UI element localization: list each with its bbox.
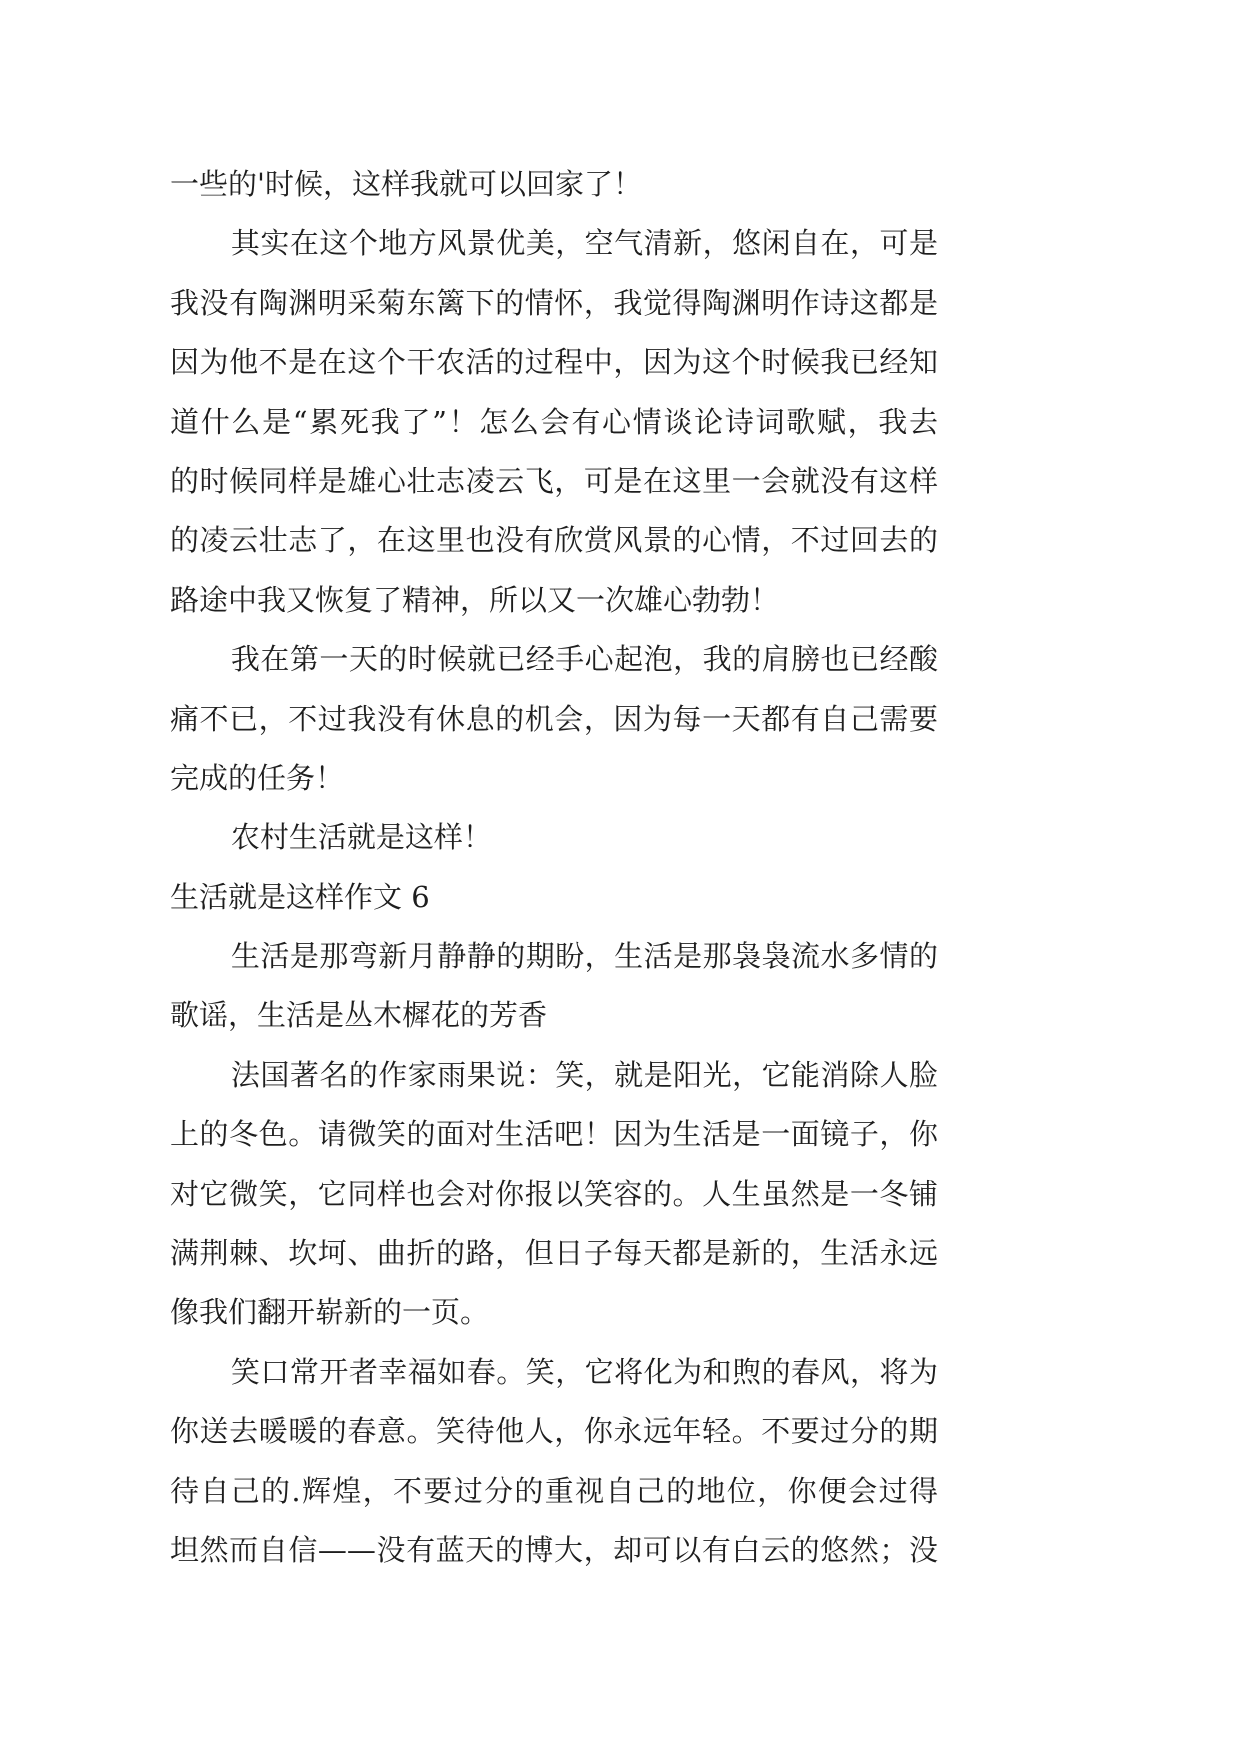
text-line: 你送去暖暖的春意。笑待他人，你永远年轻。不要过分的期 (170, 1414, 938, 1449)
text-line: 像我们翻开崭新的一页。 (170, 1295, 490, 1330)
text-line: 一些的'时候，这样我就可以回家了！ (170, 167, 642, 201)
text-line: 笑口常开者幸福如春。笑，它将化为和煦的春风，将为 (230, 1354, 938, 1389)
section-heading: 生活就是这样作文 6 (170, 879, 430, 914)
paragraph (170, 927, 938, 1046)
text-line: 待自己的.辉煌，不要过分的重视自己的地位，你便会过得 (170, 1473, 938, 1508)
text-line: 因为他不是在这个干农活的过程中，因为这个时候我已经知 (170, 345, 938, 380)
text-line: 路途中我又恢复了精神，所以又一次雄心勃勃！ (170, 582, 780, 617)
paragraph (170, 1343, 938, 1581)
text-line: 道什么是“累死我了”！怎么会有心情谈论诗词歌赋，我去 (170, 404, 938, 439)
document-body (170, 155, 938, 1580)
paragraph (170, 155, 938, 214)
text-line: 对它微笑，它同样也会对你报以笑容的。人生虽然是一冬铺 (170, 1176, 938, 1211)
paragraph (170, 630, 938, 808)
paragraph (170, 808, 938, 867)
text-line: 完成的任务！ (170, 760, 345, 795)
text-line: 满荆棘、坎坷、曲折的路，但日子每天都是新的，生活永远 (170, 1236, 938, 1271)
text-line: 法国著名的作家雨果说：笑，就是阳光，它能消除人脸 (230, 1057, 938, 1092)
text-line: 的凌云壮志了，在这里也没有欣赏风景的心情，不过回去的 (170, 523, 938, 558)
text-line: 我在第一天的时候就已经手心起泡，我的肩膀也已经酸 (230, 642, 938, 677)
text-line: 其实在这个地方风景优美，空气清新，悠闲自在，可是 (230, 226, 938, 261)
paragraph (170, 214, 938, 630)
text-line: 痛不已，不过我没有休息的机会，因为每一天都有自己需要 (170, 701, 938, 736)
text-line: 歌谣，生活是丛木樨花的芳香 (170, 998, 548, 1033)
text-line: 农村生活就是这样！ (230, 820, 492, 855)
text-line: 我没有陶渊明采菊东篱下的情怀，我觉得陶渊明作诗这都是 (170, 285, 938, 320)
text-line: 坦然而自信——没有蓝天的博大，却可以有白云的悠然；没 (170, 1532, 938, 1567)
text-line: 生活是那弯新月静静的期盼，生活是那袅袅流水多情的 (230, 939, 938, 974)
paragraph (170, 1046, 938, 1343)
text-line: 的时候同样是雄心壮志凌云飞，可是在这里一会就没有这样 (170, 463, 938, 498)
text-line: 上的冬色。请微笑的面对生活吧！因为生活是一面镜子，你 (170, 1117, 938, 1152)
